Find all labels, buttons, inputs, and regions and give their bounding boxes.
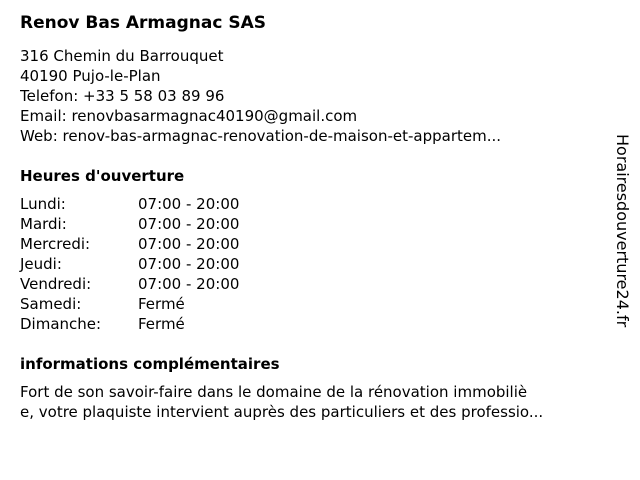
hours-day: Samedi: — [20, 295, 82, 313]
site-brand-text: Horairesdouverture24.fr — [613, 134, 632, 328]
hours-time: Fermé — [138, 295, 185, 313]
opening-hours-table — [20, 194, 620, 334]
additional-info-line: Fort de son savoir-faire dans le domaine de la rénovation immobiliè — [20, 383, 528, 401]
business-card — [20, 12, 620, 422]
hours-time: Fermé — [138, 315, 185, 333]
hours-time: 07:00 - 20:00 — [138, 235, 240, 253]
hours-time: 07:00 - 20:00 — [138, 215, 240, 233]
hours-day: Mercredi: — [20, 235, 91, 253]
hours-day: Dimanche: — [20, 315, 102, 333]
hours-row-lundi — [20, 194, 620, 214]
hours-day: Jeudi: — [20, 255, 62, 273]
website-link[interactable]: Web: renov-bas-armagnac-renovation-de-maison-et-appartem... — [20, 127, 502, 145]
hours-time: 07:00 - 20:00 — [138, 195, 240, 213]
email-address[interactable]: Email: renovbasarmagnac40190@gmail.com — [20, 107, 358, 125]
hours-row-samedi — [20, 294, 620, 314]
hours-time: 07:00 - 20:00 — [138, 275, 240, 293]
business-name: Renov Bas Armagnac SAS — [20, 13, 266, 33]
site-brand-vertical — [608, 134, 636, 344]
additional-info-line: e, votre plaquiste intervient auprès des particuliers et des professio... — [20, 403, 544, 421]
additional-info-heading: informations complémentaires — [20, 355, 280, 373]
hours-time: 07:00 - 20:00 — [138, 255, 240, 273]
additional-info-text — [20, 382, 628, 422]
address-city: 40190 Pujo-le-Plan — [20, 67, 161, 85]
opening-hours-heading: Heures d'ouverture — [20, 167, 185, 185]
hours-row-vendredi — [20, 274, 620, 294]
hours-row-dimanche — [20, 314, 620, 334]
hours-day: Mardi: — [20, 215, 67, 233]
hours-row-mercredi — [20, 234, 620, 254]
hours-day: Vendredi: — [20, 275, 92, 293]
hours-row-mardi — [20, 214, 620, 234]
hours-row-jeudi — [20, 254, 620, 274]
phone-number[interactable]: Telefon: +33 5 58 03 89 96 — [20, 87, 225, 105]
address-street: 316 Chemin du Barrouquet — [20, 47, 224, 65]
hours-day: Lundi: — [20, 195, 66, 213]
